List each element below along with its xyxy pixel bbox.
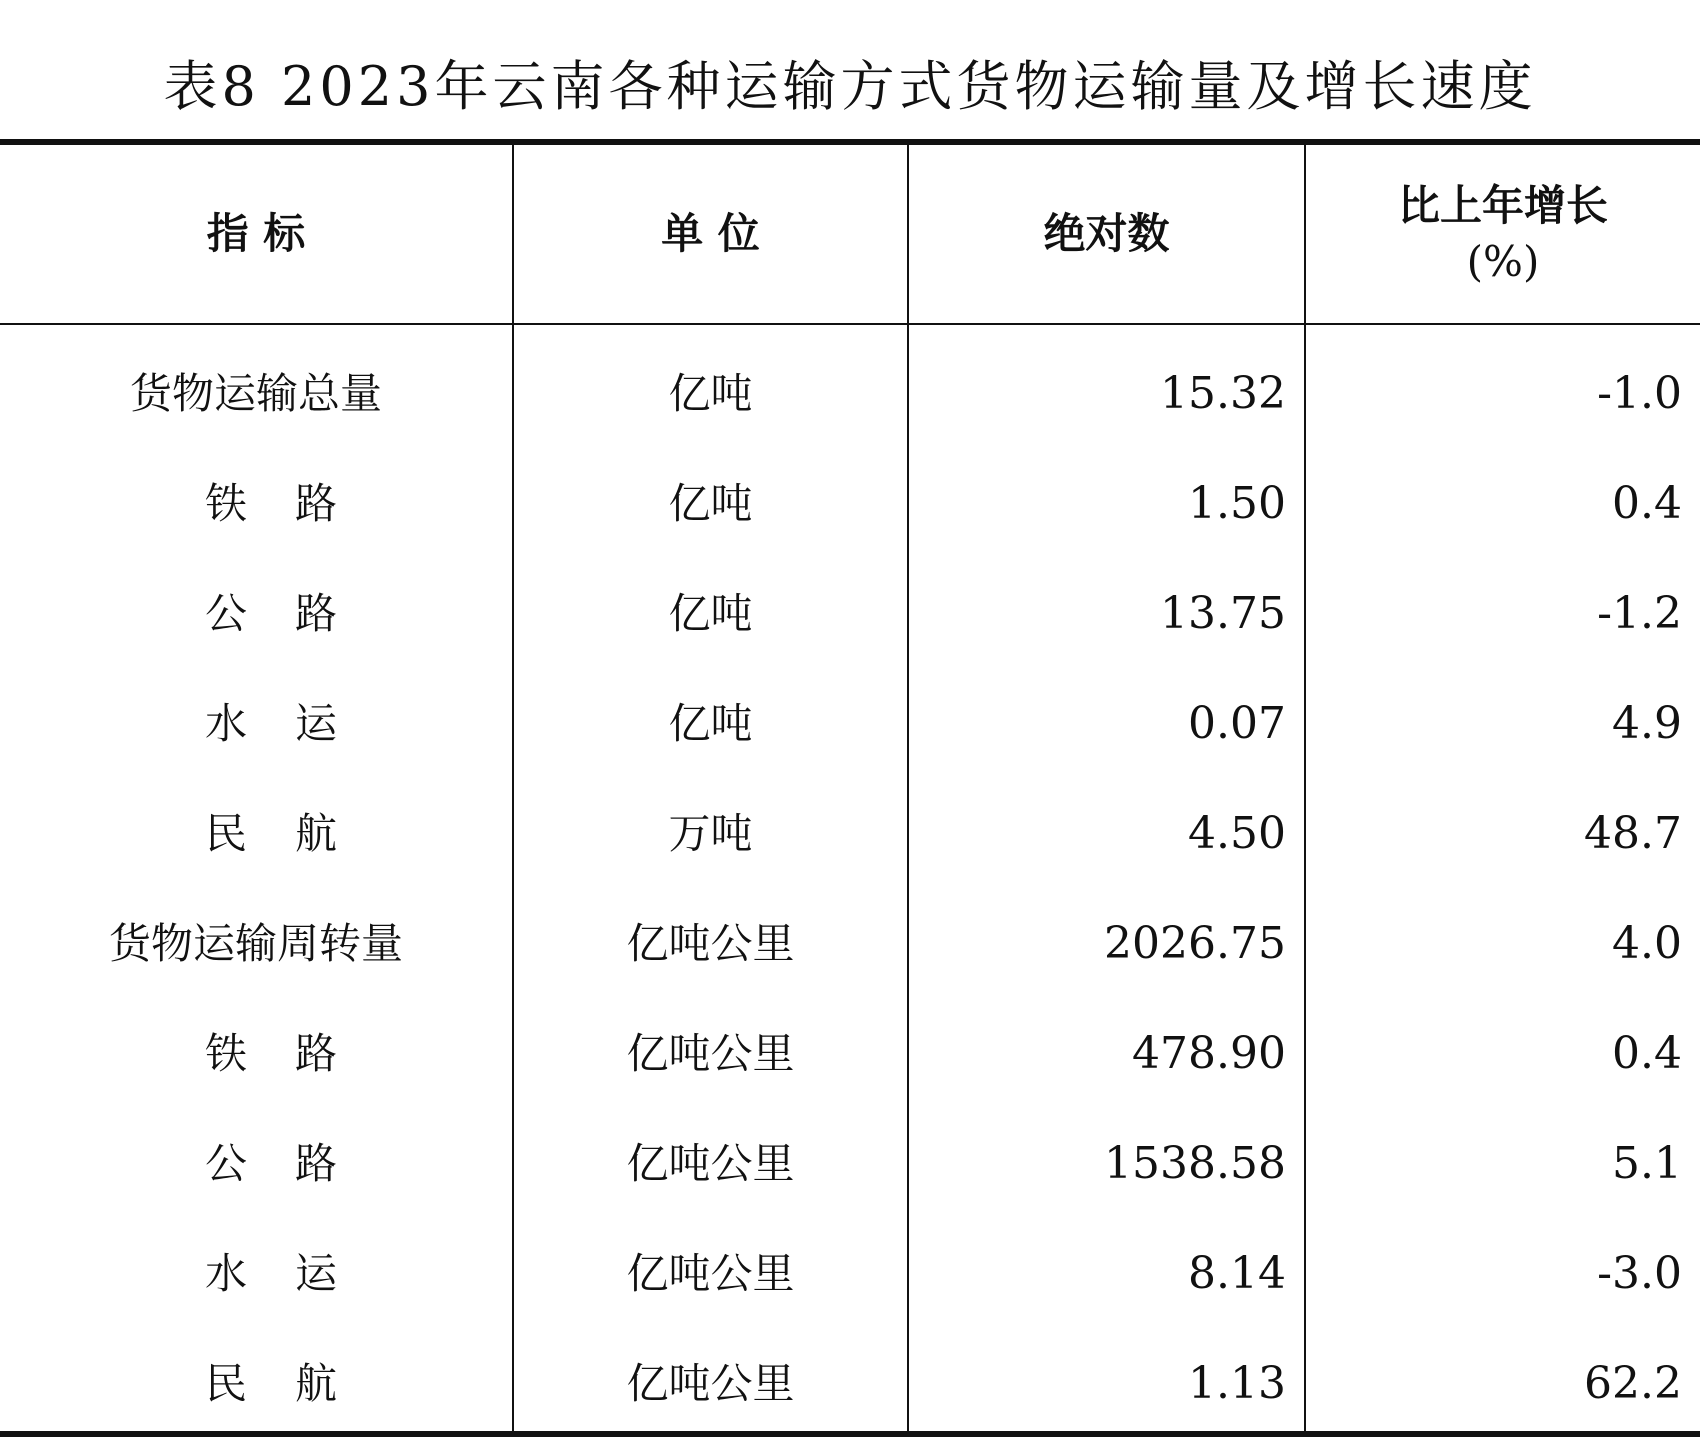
row-indicator: 民航 — [205, 1359, 386, 1408]
row-growth: 5.1 — [1612, 1138, 1682, 1189]
row-unit: 亿吨公里 — [626, 1029, 795, 1078]
row-indicator: 水运 — [205, 699, 386, 748]
table-body — [0, 339, 1700, 1439]
header-unit: 单 位 — [661, 209, 760, 258]
header-growth-unit: (%) — [1466, 237, 1540, 286]
row-absolute: 8.14 — [1188, 1248, 1286, 1299]
row-indicator: 铁路 — [205, 479, 386, 528]
row-growth: 4.0 — [1612, 918, 1682, 969]
row-unit: 万吨 — [668, 809, 753, 858]
row-unit: 亿吨公里 — [626, 1139, 795, 1188]
header-growth-label: 比上年增长 — [1397, 181, 1608, 230]
row-indicator: 铁路 — [205, 1029, 386, 1078]
row-unit: 亿吨 — [668, 699, 753, 748]
table-row — [0, 1329, 1700, 1439]
row-absolute: 1.13 — [1188, 1358, 1286, 1409]
header-indicator: 指 标 — [206, 209, 306, 258]
row-indicator: 公路 — [205, 1139, 386, 1188]
row-growth: -3.0 — [1597, 1248, 1682, 1299]
row-growth: 48.7 — [1584, 808, 1682, 859]
row-absolute: 478.90 — [1132, 1028, 1286, 1079]
row-unit: 亿吨 — [668, 589, 753, 638]
row-absolute: 15.32 — [1160, 368, 1286, 419]
row-absolute: 1.50 — [1188, 478, 1286, 529]
row-growth: -1.0 — [1597, 368, 1682, 419]
row-indicator: 货物运输总量 — [129, 369, 382, 418]
table-header — [0, 145, 1700, 323]
table-row — [0, 559, 1700, 669]
table-row — [0, 339, 1700, 449]
row-unit: 亿吨公里 — [626, 1249, 795, 1298]
table-row — [0, 889, 1700, 999]
header-absolute: 绝对数 — [1043, 209, 1170, 258]
row-indicator: 公路 — [205, 589, 386, 638]
row-indicator: 水运 — [205, 1249, 386, 1298]
row-growth: 4.9 — [1612, 698, 1682, 749]
header-growth — [1306, 145, 1700, 323]
bottom-rule — [0, 1431, 1700, 1437]
row-growth: 0.4 — [1612, 478, 1682, 529]
header-rule — [0, 323, 1700, 325]
row-indicator: 民航 — [205, 809, 386, 858]
row-absolute: 2026.75 — [1104, 918, 1286, 969]
table-row — [0, 779, 1700, 889]
row-absolute: 0.07 — [1188, 698, 1286, 749]
row-growth: 0.4 — [1612, 1028, 1682, 1079]
row-growth: -1.2 — [1597, 588, 1682, 639]
row-unit: 亿吨公里 — [626, 1359, 795, 1408]
row-unit: 亿吨 — [668, 369, 753, 418]
table-row — [0, 1219, 1700, 1329]
row-absolute: 13.75 — [1160, 588, 1286, 639]
table-title: 表8 2023年云南各种运输方式货物运输量及增长速度 — [163, 55, 1537, 118]
row-indicator: 货物运输周转量 — [108, 919, 403, 968]
table-row — [0, 999, 1700, 1109]
row-growth: 62.2 — [1584, 1358, 1682, 1409]
row-unit: 亿吨 — [668, 479, 753, 528]
table-row — [0, 1109, 1700, 1219]
row-unit: 亿吨公里 — [626, 919, 795, 968]
table-row — [0, 669, 1700, 779]
row-absolute: 4.50 — [1188, 808, 1286, 859]
row-absolute: 1538.58 — [1104, 1138, 1286, 1189]
table-row — [0, 449, 1700, 559]
